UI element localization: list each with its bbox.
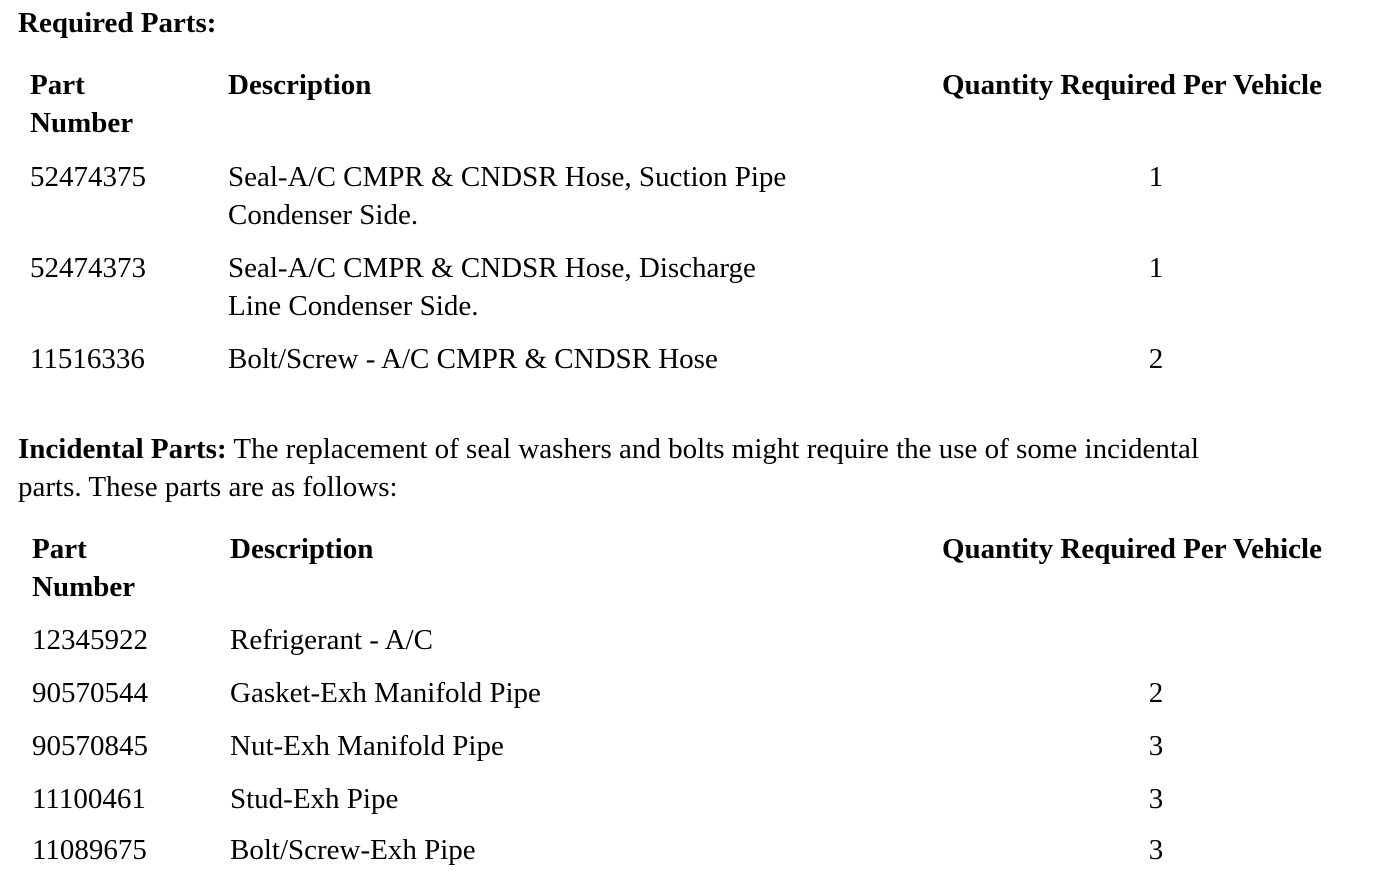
part-number-cell: 12345922 — [32, 624, 148, 656]
quantity-header: Quantity Required Per Vehicle — [942, 533, 1322, 565]
part-number-header: Part Number — [30, 69, 134, 139]
part-number-cell: 52474375 — [30, 161, 146, 193]
description-cell: Seal-A/C CMPR & CNDSR Hose, Discharge Line Condenser Side. — [228, 252, 756, 322]
description-cell: Gasket-Exh Manifold Pipe — [230, 677, 541, 709]
quantity-cell: 1 — [1148, 161, 1164, 193]
description-header: Description — [230, 533, 374, 565]
part-number-cell: 90570544 — [32, 677, 148, 709]
description-cell: Refrigerant - A/C — [230, 624, 433, 656]
part-number-cell: 11100461 — [32, 783, 146, 815]
part-number-cell: 52474373 — [30, 252, 146, 284]
description-cell: Bolt/Screw-Exh Pipe — [230, 834, 476, 866]
description-header: Description — [228, 69, 372, 101]
quantity-cell: 3 — [1148, 783, 1164, 815]
quantity-cell: 3 — [1148, 730, 1164, 762]
description-cell: Seal-A/C CMPR & CNDSR Hose, Suction Pipe Condenser Side. — [228, 161, 787, 231]
quantity-cell: 2 — [1148, 343, 1164, 375]
part-number-header: Part Number — [32, 533, 136, 603]
part-number-cell: 90570845 — [32, 730, 148, 762]
required-parts-heading: Required Parts: — [18, 7, 217, 39]
incidental-parts-paragraph: Incidental Parts: The replacement of seal washers and bolts might require the use of some incidental parts. These parts are as follows: — [18, 433, 1199, 503]
quantity-cell: 3 — [1148, 834, 1164, 866]
part-number-cell: 11516336 — [30, 343, 145, 375]
description-cell: Nut-Exh Manifold Pipe — [230, 730, 504, 762]
quantity-cell: 1 — [1148, 252, 1164, 284]
part-number-cell: 11089675 — [32, 834, 147, 866]
description-cell: Bolt/Screw - A/C CMPR & CNDSR Hose — [228, 343, 718, 375]
incidental-parts-label: Incidental Parts: — [18, 433, 227, 465]
description-cell: Stud-Exh Pipe — [230, 783, 399, 815]
quantity-header: Quantity Required Per Vehicle — [942, 69, 1322, 101]
quantity-cell: 2 — [1148, 677, 1164, 709]
